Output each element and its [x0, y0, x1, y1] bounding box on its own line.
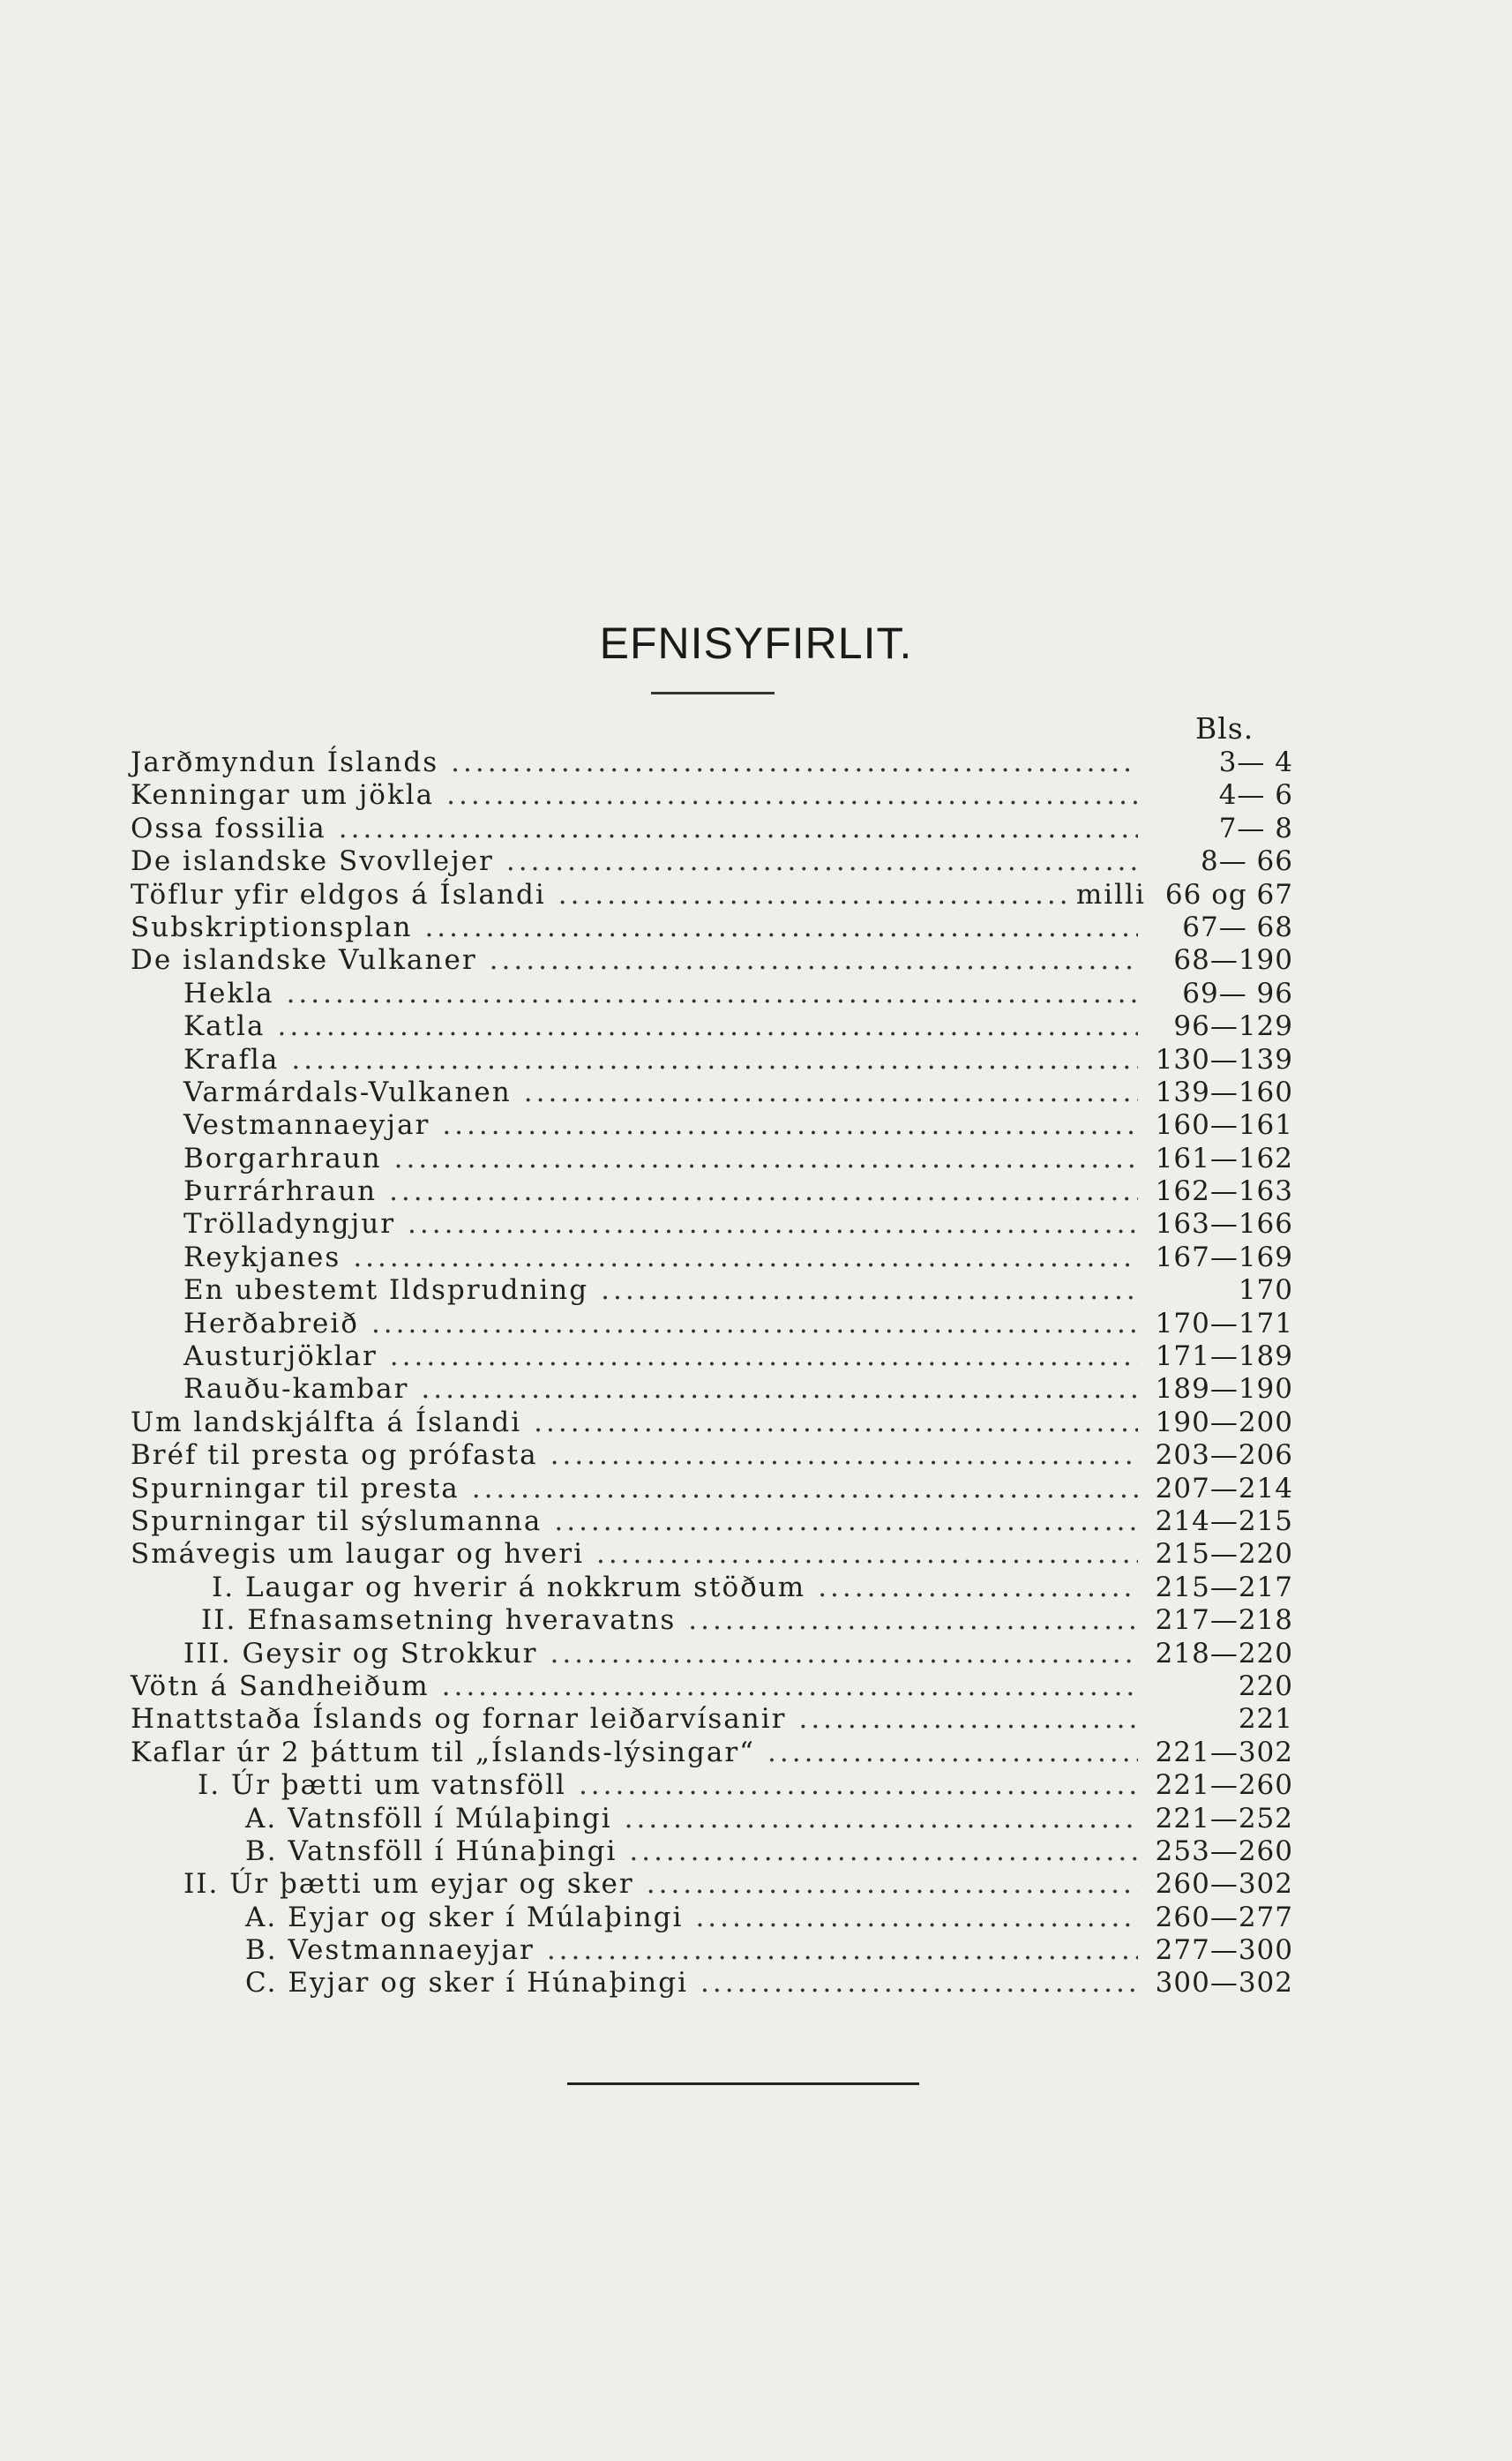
toc-entry-pages: 160—161 [1155, 1109, 1293, 1142]
toc-entry-pages: 167—169 [1155, 1241, 1293, 1273]
toc-entry-pages: 3— 4 [1218, 747, 1293, 778]
toc-entry-label: III. Geysir og Strokkur [183, 1637, 538, 1669]
toc-entry-label: C. Eyjar og sker í Húnaþingi [245, 1967, 689, 2000]
page-title: EFNISYFIRLIT. [599, 619, 913, 668]
toc-entry-label: Ossa fossilia [131, 812, 326, 844]
toc-entry-austurjoklar [0, 1340, 1512, 1373]
toc-entry-label: Hekla [183, 977, 274, 1009]
toc-entry-label: Borgarhraun [183, 1142, 382, 1174]
toc-entry-label: Töflur yfir eldgos á Íslandi [131, 878, 546, 911]
dot-leader [601, 1274, 1138, 1307]
toc-entry-pages: 69— 96 [1182, 977, 1293, 1009]
toc-entry-label: Katla [183, 1010, 266, 1043]
toc-entry-borgarhraun [0, 1143, 1512, 1175]
dot-leader [389, 1175, 1138, 1208]
dot-leader [278, 1010, 1139, 1043]
toc-entry-pages: 161—162 [1155, 1142, 1293, 1174]
dot-leader [596, 1538, 1138, 1571]
toc-entry-pages: 190—200 [1155, 1406, 1293, 1438]
toc-entry-kenningar [0, 779, 1512, 812]
closing-rule [567, 2082, 919, 2085]
toc-entry-label: Bréf til presta og prófasta [131, 1439, 538, 1472]
toc-entry-pages: 215—220 [1155, 1538, 1293, 1571]
toc-entry-votn [0, 1670, 1512, 1703]
toc-entry-label: Reykjanes [183, 1241, 341, 1273]
toc-entry-pages: 130—139 [1155, 1043, 1293, 1076]
toc-entry-pages: 214—215 [1155, 1504, 1293, 1537]
toc-entry-label: Vestmannaeyjar [183, 1109, 430, 1142]
toc-entry-label: De islandske Vulkaner [131, 944, 477, 977]
dot-leader [798, 1703, 1138, 1736]
toc-entry-label: Varmárdals-Vulkanen [183, 1076, 512, 1108]
dot-leader [390, 1340, 1138, 1373]
toc-entry-label: Spurningar til sýslumanna [131, 1504, 543, 1537]
toc-entry-toflur [0, 879, 1512, 912]
toc-entry-geysir [0, 1638, 1512, 1670]
toc-entry-label: Kaflar úr 2 þáttum til „Íslands-lýsingar“ [131, 1736, 756, 1768]
toc-entry-pages: 162—163 [1155, 1175, 1293, 1208]
toc-entry-label: I. Laugar og hverir á nokkrum stöðum [212, 1571, 806, 1603]
toc-entry-pages: 300—302 [1155, 1967, 1293, 2000]
dot-leader [472, 1473, 1138, 1505]
dot-leader [550, 1638, 1138, 1670]
toc-entry-label: Þurrárhraun [183, 1175, 378, 1208]
toc-entry-subskriptionsplan [0, 912, 1512, 944]
toc-entry-pages: 68—190 [1173, 944, 1293, 977]
toc-entry-pages: 8— 66 [1200, 845, 1293, 878]
dot-leader [550, 1439, 1138, 1472]
dot-leader [767, 1737, 1138, 1769]
toc-entry-pages: 253—260 [1155, 1834, 1293, 1867]
toc-entry-label: II. Efnasamsetning hveravatns [201, 1604, 677, 1637]
dot-leader [695, 1902, 1138, 1934]
toc-entry-label: Subskriptionsplan [131, 911, 413, 943]
dot-leader [700, 1967, 1138, 2000]
toc-entry-label: II. Úr þætti um eyjar og sker [183, 1868, 634, 1901]
toc-entry-krafla [0, 1044, 1512, 1077]
dot-leader [442, 1109, 1138, 1142]
toc-entry-eyjar-hunathingi [0, 1967, 1512, 2000]
toc-entry-label: En ubestemt Ildsprudning [183, 1274, 589, 1307]
toc-entry-pages: 260—277 [1155, 1901, 1293, 1933]
table-of-contents [0, 747, 1512, 2000]
toc-entry-label: Kenningar um jökla [131, 779, 435, 812]
toc-entry-label: Hnattstaða Íslands og fornar leiðarvísanir [131, 1703, 787, 1736]
toc-entry-pages: 221—302 [1155, 1736, 1293, 1768]
dot-leader [442, 1670, 1138, 1703]
dot-leader [579, 1769, 1138, 1802]
dot-leader [291, 1044, 1138, 1077]
dot-leader [287, 978, 1138, 1010]
toc-entry-label: Herðabreið [183, 1307, 359, 1339]
dot-leader [547, 1934, 1138, 1967]
toc-entry-pages: 67— 68 [1182, 911, 1293, 943]
toc-entry-pages: 66 og 67 [1164, 878, 1293, 911]
toc-entry-pages: 189—190 [1155, 1373, 1293, 1406]
dot-leader [421, 1373, 1138, 1406]
toc-entry-pages: 163—166 [1155, 1208, 1293, 1241]
toc-entry-raudu-kambar [0, 1373, 1512, 1406]
dot-leader [629, 1835, 1138, 1868]
dot-leader [554, 1505, 1138, 1538]
toc-entry-trolladyngjur [0, 1208, 1512, 1241]
toc-entry-vatnsfoll [0, 1769, 1512, 1802]
toc-entry-label: Trölladyngjur [183, 1208, 396, 1241]
toc-entry-katla [0, 1010, 1512, 1043]
toc-entry-pages: 215—217 [1155, 1571, 1293, 1603]
toc-entry-label: Krafla [183, 1043, 280, 1076]
dot-leader [339, 813, 1138, 845]
toc-entry-vatnsfoll-mulathingi [0, 1803, 1512, 1835]
pages-column-header: Bls. [1195, 711, 1254, 746]
toc-entry-label: B. Vestmannaeyjar [245, 1934, 535, 1967]
dot-leader [647, 1868, 1138, 1901]
toc-entry-label: A. Eyjar og sker í Múlaþingi [245, 1901, 684, 1933]
toc-entry-spurningar-syslumanna [0, 1505, 1512, 1538]
toc-entry-pages: 221 [1238, 1703, 1293, 1736]
toc-entry-pages: 170—171 [1155, 1307, 1293, 1339]
toc-entry-pages: 220 [1238, 1669, 1293, 1702]
toc-entry-pages: 96—129 [1173, 1010, 1293, 1043]
toc-entry-label: A. Vatnsföll í Múlaþingi [245, 1802, 612, 1834]
dot-leader [371, 1308, 1138, 1340]
dot-leader [625, 1803, 1138, 1835]
toc-entry-prefix: milli [1075, 878, 1146, 911]
toc-entry-eyjar-mulathingi [0, 1902, 1512, 1934]
dot-leader [490, 944, 1138, 977]
toc-entry-vulkaner [0, 944, 1512, 977]
toc-entry-herdabreid [0, 1308, 1512, 1340]
toc-entry-svovllejer [0, 845, 1512, 878]
dot-leader [818, 1572, 1138, 1604]
toc-entry-eyjar-sker [0, 1868, 1512, 1901]
toc-entry-hnattstada [0, 1703, 1512, 1736]
toc-entry-efnasamsetning [0, 1604, 1512, 1637]
toc-entry-label: De islandske Svovllejer [131, 845, 494, 878]
toc-entry-pages: 260—302 [1155, 1868, 1293, 1901]
toc-entry-vestmannaeyjar [0, 1109, 1512, 1142]
toc-entry-pages: 7— 8 [1218, 812, 1293, 844]
dot-leader [534, 1407, 1138, 1439]
toc-entry-varmardals [0, 1077, 1512, 1109]
toc-entry-pages: 217—218 [1155, 1604, 1293, 1637]
toc-entry-vatnsfoll-hunathingi [0, 1835, 1512, 1868]
toc-entry-bref [0, 1439, 1512, 1472]
toc-entry-ildsprudning [0, 1274, 1512, 1307]
dot-leader [408, 1208, 1138, 1241]
toc-entry-pages: 139—160 [1155, 1076, 1293, 1108]
toc-entry-label: Spurningar til presta [131, 1472, 460, 1504]
toc-entry-spurningar-presta [0, 1473, 1512, 1505]
toc-entry-pages: 221—252 [1155, 1802, 1293, 1834]
dot-leader [558, 879, 1067, 912]
toc-entry-pages: 218—220 [1155, 1637, 1293, 1669]
toc-entry-pages: 4— 6 [1218, 779, 1293, 812]
toc-entry-label: Um landskjálfta á Íslandi [131, 1406, 522, 1438]
toc-entry-label: Rauðu-kambar [183, 1373, 409, 1406]
dot-leader [353, 1242, 1138, 1274]
toc-entry-pages: 207—214 [1155, 1472, 1293, 1504]
toc-entry-label: Jarðmyndun Íslands [131, 747, 439, 778]
toc-entry-pages: 203—206 [1155, 1439, 1293, 1472]
toc-entry-reykjanes [0, 1242, 1512, 1274]
dot-leader [446, 779, 1138, 812]
toc-entry-label: Vötn á Sandheiðum [131, 1669, 430, 1702]
dot-leader [506, 845, 1138, 878]
toc-entry-hekla [0, 978, 1512, 1010]
toc-entry-pages: 171—189 [1155, 1340, 1293, 1373]
toc-entry-vestmannaeyjar-2 [0, 1934, 1512, 1967]
dot-leader [688, 1604, 1138, 1637]
toc-entry-laugar [0, 1572, 1512, 1604]
toc-entry-label: Smávegis um laugar og hveri [131, 1538, 584, 1571]
toc-entry-label: I. Úr þætti um vatnsföll [198, 1769, 566, 1802]
toc-entry-label: Austurjöklar [183, 1340, 378, 1373]
title-rule [651, 692, 775, 694]
toc-entry-smavegis [0, 1538, 1512, 1571]
toc-entry-thurrarhraun [0, 1175, 1512, 1208]
toc-entry-pages: 221—260 [1155, 1769, 1293, 1802]
toc-entry-label: B. Vatnsföll í Húnaþingi [245, 1834, 618, 1867]
dot-leader [424, 912, 1138, 944]
toc-entry-ossa-fossilia [0, 813, 1512, 845]
dot-leader [524, 1077, 1138, 1109]
toc-entry-pages: 170 [1238, 1274, 1293, 1307]
toc-entry-jardmyndun [0, 747, 1512, 779]
dot-leader [451, 747, 1138, 779]
toc-entry-kaflar [0, 1737, 1512, 1769]
toc-entry-pages: 277—300 [1155, 1934, 1293, 1967]
toc-entry-landskjalfta [0, 1407, 1512, 1439]
dot-leader [394, 1143, 1138, 1175]
